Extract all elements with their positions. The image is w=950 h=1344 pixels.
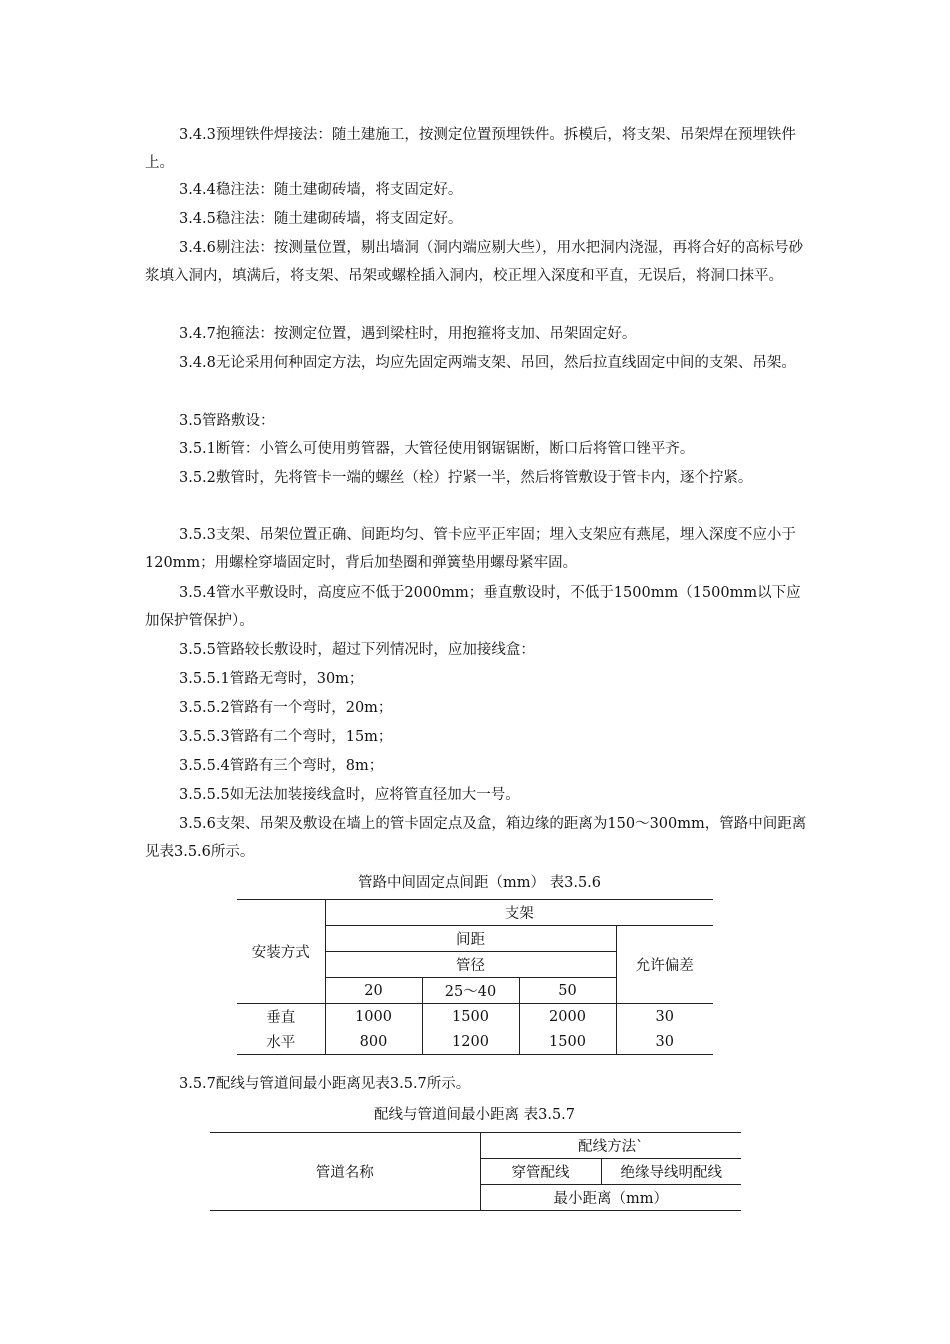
paragraph-3-4-6: 3.4.6剔注法：按测量位置，剔出墙洞（洞内端应剔大些），用水把洞内浇湿，再将合好的高标号砂浆填入洞内，填满后，将支架、吊架或螺栓插入洞内，校正埋入深度和平直，无误后，将洞口抹平。 (145, 240, 804, 284)
paragraph-3-5-6: 3.5.6支架、吊架及敷设在墙上的管卡固定点及盒，箱边缘的距离为150～300mm，管路中间距离见表3.5.6所示。 (145, 816, 807, 860)
paragraph-3-5-5: 3.5.5管路较长敷设时，超过下列情况时，应加接线盒： (179, 642, 535, 658)
header-spacing: 间距 (325, 926, 616, 952)
paragraph-3-5-5-2: 3.5.5.2管路有一个弯时，20m； (179, 700, 393, 716)
paragraph-3-5-4: 3.5.4管水平敷设时，高度应不低于2000mm；垂直敷设时，不低于1500mm（1500mm以下应加保护管保护）。 (145, 585, 801, 629)
paragraph-3-5-5-3: 3.5.5.3管路有二个弯时，15m； (179, 729, 393, 745)
header-conduit-wiring: 穿管配线 (480, 1159, 601, 1185)
header-install-mode: 安装方式 (237, 900, 325, 1004)
header-diameter: 管径 (325, 952, 616, 978)
diameter-20: 20 (325, 978, 422, 1004)
cell-value: 1500 (519, 1029, 616, 1055)
paragraph-3-5-5-5: 3.5.5.5如无法加装接线盒时，应将管直径加大一号。 (179, 787, 520, 803)
paragraph-3-4-4: 3.4.4稳注法：随土建砌砖墙，将支固定好。 (179, 182, 463, 198)
paragraph-3-5-5-4: 3.5.5.4管路有三个弯时，8m； (179, 758, 384, 774)
header-support: 支架 (325, 900, 713, 926)
table-3-5-6 (237, 899, 713, 1055)
cell-value: 1200 (422, 1029, 519, 1055)
paragraph-3-5-5-1: 3.5.5.1管路无弯时，30m； (179, 671, 364, 687)
header-min-distance: 最小距离（mm） (480, 1185, 741, 1211)
table-3-5-7 (210, 1132, 741, 1211)
cell-value: 1000 (325, 1004, 422, 1030)
header-open-wiring: 绝缘导线明配线 (601, 1159, 741, 1185)
paragraph-3-5-1: 3.5.1断管：小管么可使用剪管器，大管径使用钢锯锯断，断口后将管口锉平齐。 (179, 441, 695, 457)
row-mode: 水平 (266, 1035, 296, 1051)
table-row (237, 1029, 713, 1055)
table-3-5-7-caption: 配线与管道间最小距离 表3.5.7 (374, 1107, 576, 1123)
paragraph-3-5-3: 3.5.3支架、吊架位置正确、间距均匀、管卡应平正牢固；埋入支架应有燕尾，埋入深度不应小于120mm；用螺栓穿墙固定时，背后加垫圈和弹簧垫用螺母紧牢固。 (145, 527, 796, 571)
cell-tolerance: 30 (616, 1029, 713, 1055)
paragraph-3-4-7: 3.4.7抱箍法：按测定位置，遇到梁柱时，用抱箍将支加、吊架固定好。 (179, 326, 637, 342)
paragraph-3-4-3: 3.4.3预埋铁件焊接法：随土建施工，按测定位置预埋铁件。拆模后，将支架、吊架焊在预埋铁件上。 (145, 127, 796, 171)
cell-value: 1500 (422, 1004, 519, 1030)
cell-value: 2000 (519, 1004, 616, 1030)
header-tolerance: 允许偏差 (616, 926, 713, 1004)
row-mode: 垂直 (266, 1010, 296, 1026)
paragraph-3-5-2: 3.5.2敷管时，先将管卡一端的螺丝（栓）拧紧一半，然后将管敷设于管卡内，逐个拧紧。 (179, 470, 753, 486)
section-heading-3-5: 3.5管路敷设： (179, 413, 275, 429)
paragraph-3-4-5: 3.4.5稳注法：随土建砌砖墙，将支固定好。 (179, 211, 463, 227)
diameter-25-40: 25～40 (422, 978, 519, 1004)
paragraph-3-4-8: 3.4.8无论采用何种固定方法，均应先固定两端支架、吊回，然后拉直线固定中间的支架、吊架。 (179, 355, 796, 371)
cell-tolerance: 30 (616, 1004, 713, 1030)
paragraph-3-5-7: 3.5.7配线与管道间最小距离见表3.5.7所示。 (179, 1076, 471, 1092)
header-pipe-name: 管道名称 (315, 1165, 374, 1181)
table-3-5-6-caption: 管路中间固定点间距（mm） 表3.5.6 (358, 875, 602, 891)
diameter-50: 50 (519, 978, 616, 1004)
table-row (237, 1004, 713, 1030)
header-wiring-method: 配线方法` (480, 1133, 741, 1159)
cell-value: 800 (325, 1029, 422, 1055)
